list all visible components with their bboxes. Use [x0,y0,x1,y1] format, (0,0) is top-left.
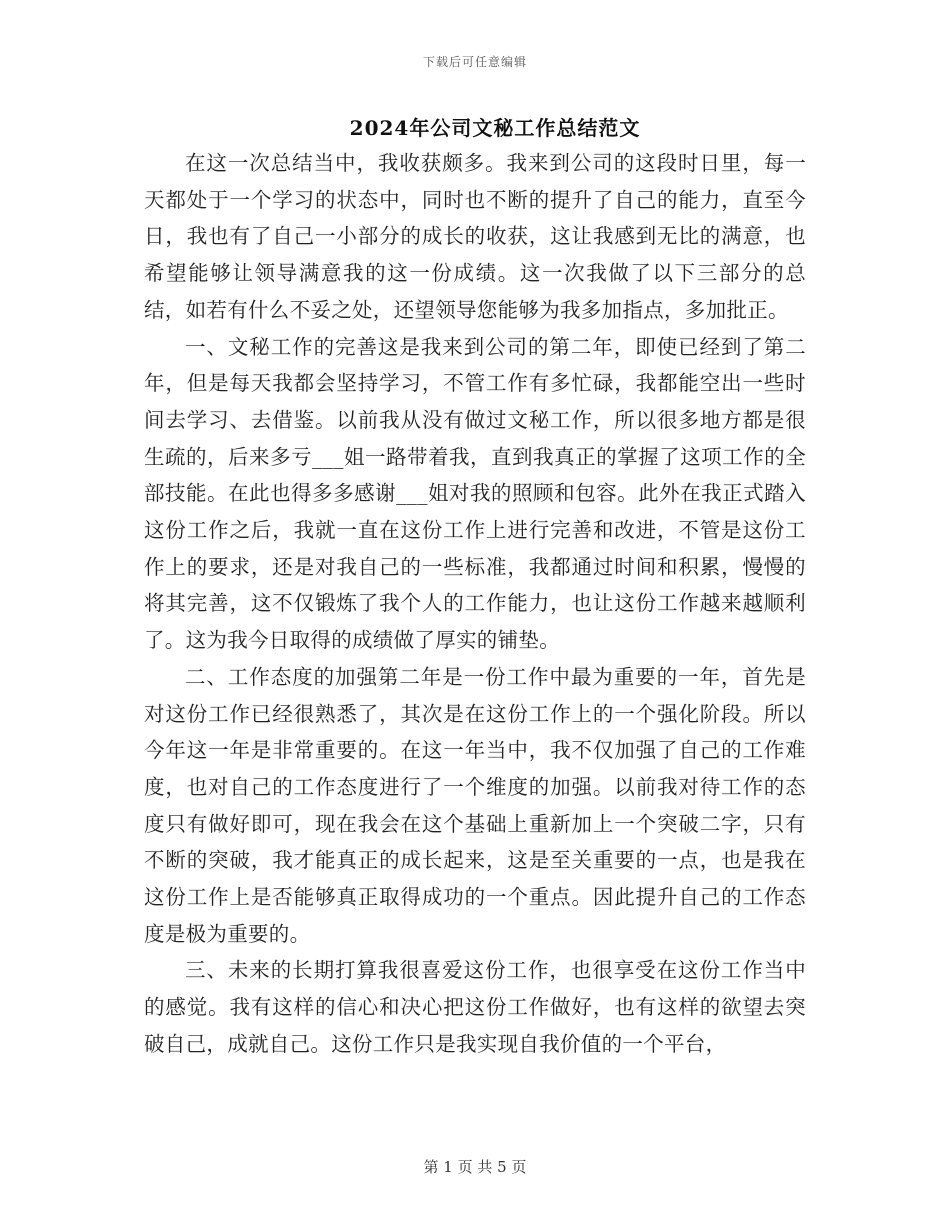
page-number: 第 1 页 共 5 页 [423,1158,527,1176]
document-body [144,145,806,1063]
paragraph-section-3: 三、未来的长期打算我很喜爱这份工作，也很享受在这份工作当中的感觉。我有这样的信心和决心把这份工作做好，也有这样的欲望去突破自己，成就自己。这份工作只是我实现自我价值的一个平台， [144,958,806,1056]
document-title: 2024年公司文秘工作总结范文 [349,116,641,140]
paragraph-section-2: 二、工作态度的加强第二年是一份工作中最为重要的一年，首先是对这份工作已经很熟悉了，其次是在这份工作上的一个强化阶段。所以今年这一年是非常重要的。在这一年当中，我不仅加强了自己的工作难度，也对自己的工作态度进行了一个维度的加强。以前我对待工作的态度只有做好即可，现在我会在这个基础上重新加上一个突破二字，只有不断的突破，我才能真正的成长起来，这是至关重要的一点，也是我在这份工作上是否能够真正取得成功的一个重点。因此提升自己的工作态度是极为重要的。 [144,664,806,946]
paragraph-section-1: 一、文秘工作的完善这是我来到公司的第二年，即使已经到了第二年，但是每天我都会坚持学习，不管工作有多忙碌，我都能空出一些时间去学习、去借鉴。以前我从没有做过文秘工作，所以很多地方都是很生疏的，后来多亏___姐一路带着我，直到我真正的掌握了这项工作的全部技能。在此也得多多感谢___姐对我的照顾和包容。此外在我正式踏入这份工作之后，我就一直在这份工作上进行完善和改进，不管是这份工作上的要求，还是对我自己的一些标准，我都通过时间和积累，慢慢的将其完善，这不仅锻炼了我个人的工作能力，也让这份工作越来越顺利了。这为我今日取得的成绩做了厚实的铺垫。 [144,334,806,653]
page-header-note: 下载后可任意编辑 [422,55,527,69]
paragraph-intro: 在这一次总结当中，我收获颇多。我来到公司的这段时日里，每一天都处于一个学习的状态中，同时也不断的提升了自己的能力，直至今日，我也有了自己一小部分的成长的收获，这让我感到无比的满意，也希望能够让领导满意我的这一份成绩。这一次我做了以下三部分的总结，如若有什么不妥之处，还望领导您能够为我多加指点，多加批正。 [144,151,806,322]
